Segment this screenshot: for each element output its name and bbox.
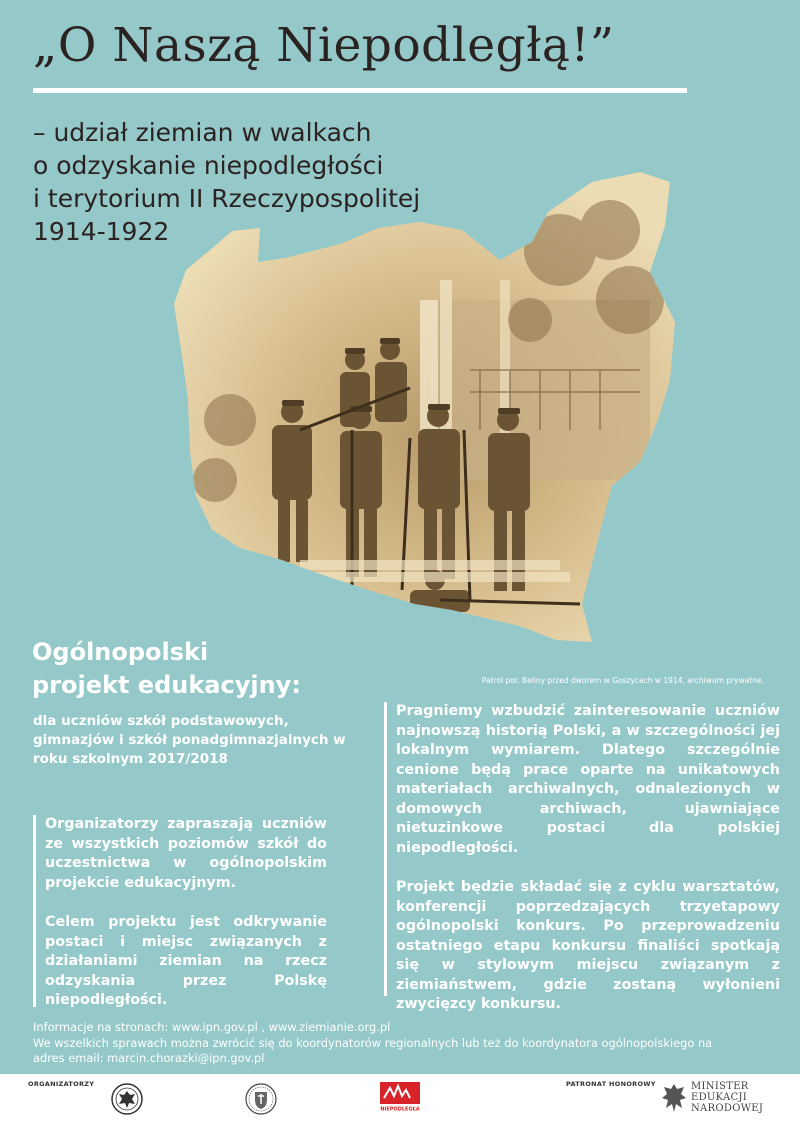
patronage-label: PATRONAT HONOROWY (566, 1080, 656, 1088)
left-paragraph: Celem projektu jest odkrywanie postaci i miejsc związanych z działaniami ziemian na rzecz odzyskania przez Polskę niepodległości. (45, 914, 327, 1008)
ipn-eagle-logo (110, 1082, 144, 1120)
footer-logos (0, 1074, 800, 1125)
left-paragraph: Organizatorzy zapraszają uczniów ze wszystkich poziomów szkół do uczestnictwa w ogólnopolskim projekcie edukacyjnym. (45, 816, 327, 891)
eagle-icon (110, 1082, 144, 1116)
info-line: adres email: marcin.chorazki@ipn.gov.pl (33, 1051, 265, 1065)
photo-caption: Patrol por. Beliny przed dworem w Goszycach w 1914, archiwum prywatne. (481, 676, 764, 685)
project-title-line: Ogólnopolski (32, 638, 209, 666)
subtitle-line: o odzyskanie niepodległości (33, 151, 384, 180)
niepodlegla-label: NIEPODLEGŁA (380, 1106, 420, 1112)
ministry-name (691, 1081, 763, 1114)
info-line: We wszelkich sprawach można zwrócić się do koordynatorów regionalnych lub też do koordynatora ogólnopolskiego na (33, 1035, 713, 1050)
project-title-line: projekt edukacyjny: (32, 671, 301, 699)
audience-text: dla uczniów szkół podstawowych, gimnazjów i szkół ponadgimnazjalnych w roku szkolnym 2017/2018 (33, 713, 346, 767)
eagle-icon (660, 1082, 688, 1114)
subtitle-line: i terytorium II Rzeczypospolitej (33, 184, 421, 213)
right-info-column (384, 702, 780, 1012)
organizers-label: ORGANIZATORZY (28, 1080, 95, 1088)
ziemianie-society-logo (244, 1082, 278, 1120)
flag-icon (380, 1082, 420, 1112)
poster-title: „O Naszą Niepodległą!” (33, 18, 615, 73)
subtitle-line: 1914-1922 (33, 217, 170, 246)
ministry-line: EDUKACJI (691, 1092, 748, 1103)
info-line: Informacje na stronach: www.ipn.gov.pl , www.ziemianie.org.pl (33, 1020, 391, 1034)
men-eagle-logo (660, 1082, 688, 1118)
ministry-line: NARODOWEJ (691, 1103, 764, 1114)
ministry-line: MINISTER (691, 1081, 749, 1092)
subtitle-line: – udział ziemian w walkach (33, 118, 372, 147)
right-paragraph: Pragniemy wzbudzić zainteresowanie uczniów najnowszą historią Polski, a w szczególności jej lokalnym wymiarem. Dlatego szczególnie cenione będą prace oparte na unikatowych materiałach archiwalnych, odnalezionych w domowych archiwach, ujawniające nietuzinkowe postaci dla polskiej niepodległości. (396, 703, 780, 856)
right-paragraph: Projekt będzie składać się z cyklu warsztatów, konferencji poprzedzających trzyetapowy ogólnopolski konkurs. Po przeprowadzeniu ostatniego etapu konkursu finaliści spotkają się w stylowym miejscu związanym z ziemiaństwem, gdzie zostaną wyłonieni zwycięzcy konkursu. (396, 879, 780, 1012)
crest-icon (244, 1082, 278, 1116)
niepodlegla-logo (380, 1082, 420, 1116)
contact-info (33, 1020, 773, 1067)
project-title (32, 636, 301, 702)
left-info-column (33, 815, 327, 1007)
